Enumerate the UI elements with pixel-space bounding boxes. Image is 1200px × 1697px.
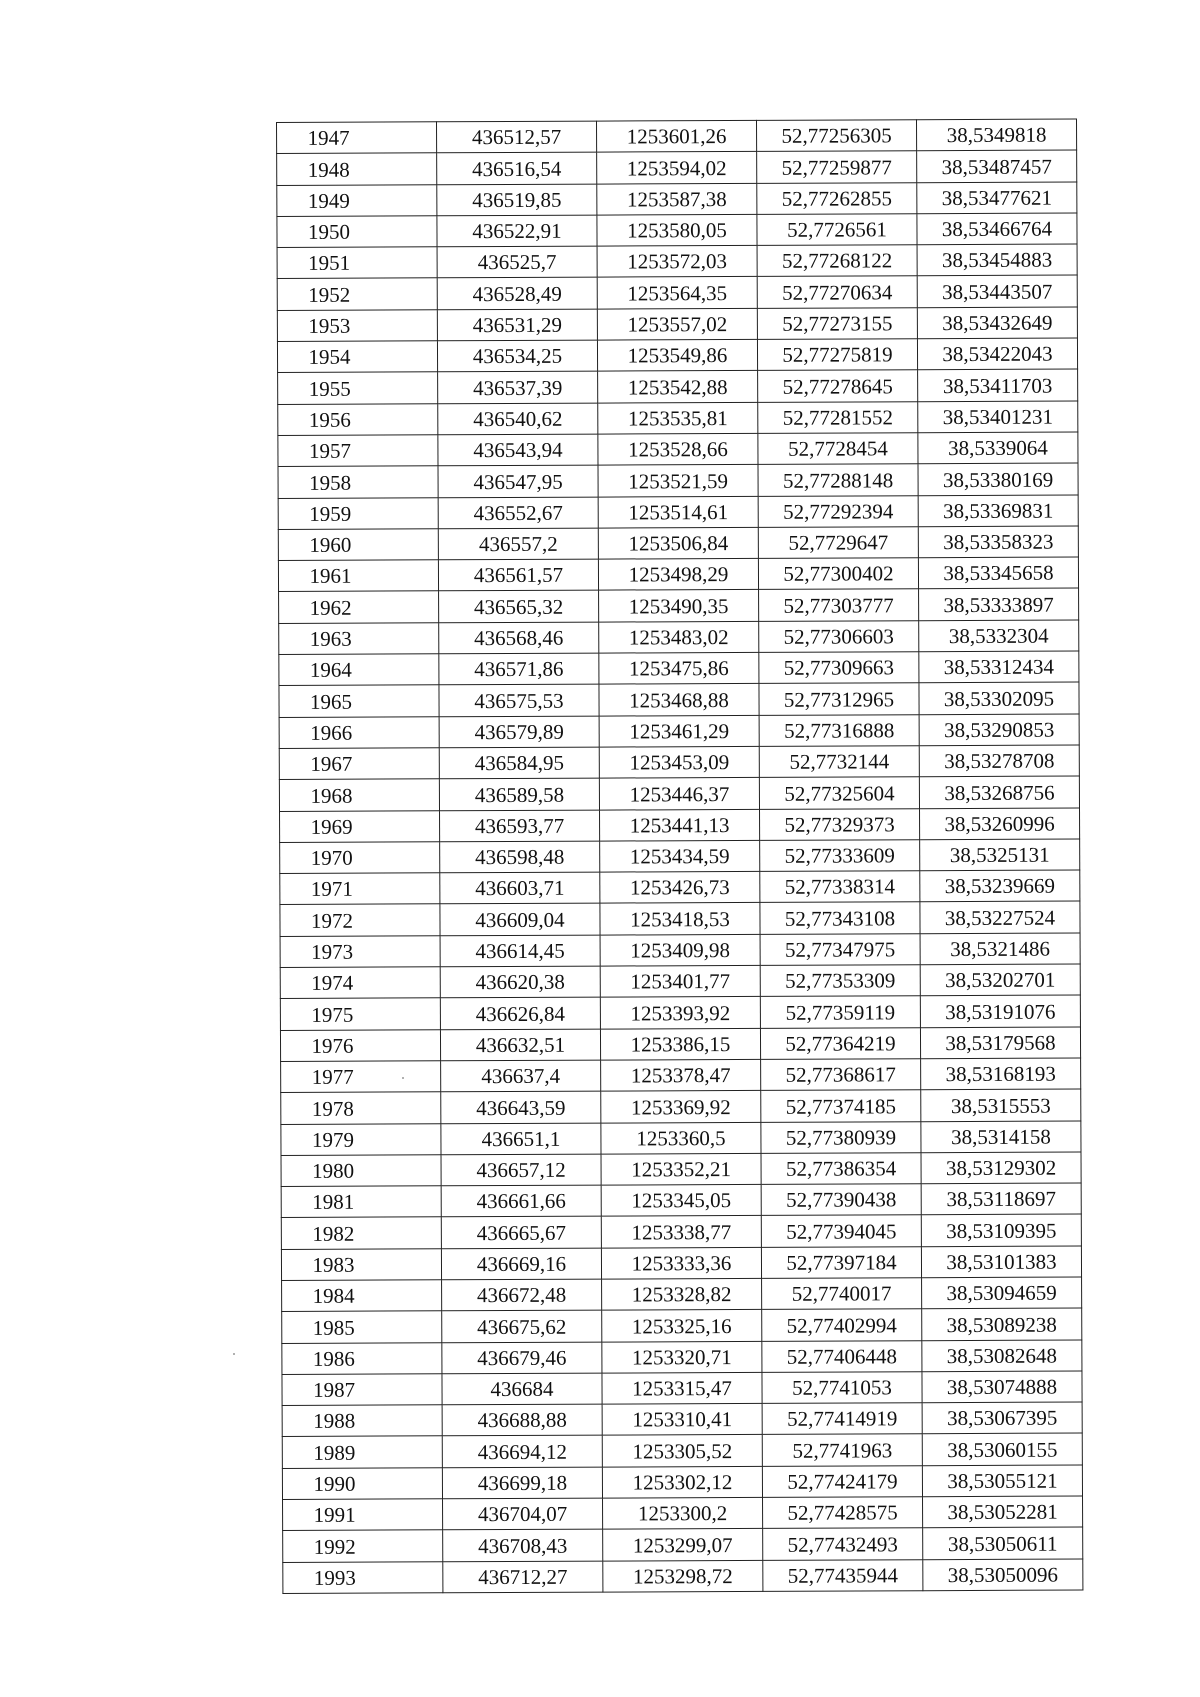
- longitude-cell: 38,53168193: [921, 1058, 1081, 1090]
- latitude-cell: 52,77406448: [762, 1340, 922, 1372]
- point-number-cell: 1969: [280, 810, 440, 842]
- table-row: [281, 1214, 1081, 1249]
- latitude-cell: 52,7741963: [762, 1434, 922, 1466]
- x-coordinate-cell: 436516,54: [437, 152, 597, 184]
- latitude-cell: 52,77256305: [756, 120, 916, 152]
- table-row: [277, 182, 1077, 217]
- table-row: [277, 275, 1077, 310]
- x-coordinate-cell: 436540,62: [438, 403, 598, 435]
- table-row: [280, 995, 1080, 1030]
- longitude-cell: 38,53443507: [917, 275, 1077, 307]
- y-coordinate-cell: 1253328,82: [602, 1278, 762, 1310]
- table-row: [282, 1371, 1082, 1406]
- y-coordinate-cell: 1253601,26: [596, 120, 756, 152]
- y-coordinate-cell: 1253594,02: [597, 152, 757, 184]
- point-number-cell: 1948: [277, 153, 437, 185]
- point-number-cell: 1983: [281, 1248, 441, 1280]
- latitude-cell: 52,77268122: [757, 245, 917, 277]
- point-number-cell: 1954: [277, 341, 437, 373]
- x-coordinate-cell: 436665,67: [441, 1216, 601, 1248]
- point-number-cell: 1957: [278, 435, 438, 467]
- point-number-cell: 1979: [281, 1123, 441, 1155]
- x-coordinate-cell: 436643,59: [441, 1091, 601, 1123]
- point-number-cell: 1950: [277, 216, 437, 248]
- point-number-cell: 1993: [283, 1561, 443, 1593]
- point-number-cell: 1952: [277, 278, 437, 310]
- table-row: [278, 463, 1078, 498]
- y-coordinate-cell: 1253475,86: [599, 652, 759, 684]
- latitude-cell: 52,77309663: [759, 652, 919, 684]
- y-coordinate-cell: 1253434,59: [600, 840, 760, 872]
- y-coordinate-cell: 1253453,09: [599, 746, 759, 778]
- longitude-cell: 38,53060155: [922, 1433, 1082, 1465]
- table-row: [279, 714, 1079, 749]
- longitude-cell: 38,53290853: [919, 714, 1079, 746]
- y-coordinate-cell: 1253386,15: [600, 1028, 760, 1060]
- longitude-cell: 38,53050096: [923, 1559, 1083, 1591]
- table-row: [280, 901, 1080, 936]
- x-coordinate-cell: 436528,49: [437, 278, 597, 310]
- table-row: [283, 1559, 1083, 1594]
- table-row: [281, 1058, 1081, 1093]
- longitude-cell: 38,53074888: [922, 1371, 1082, 1403]
- table-row: [278, 401, 1078, 436]
- longitude-cell: 38,53227524: [920, 901, 1080, 933]
- latitude-cell: 52,7741053: [762, 1372, 922, 1404]
- scan-speck: [402, 1077, 404, 1079]
- y-coordinate-cell: 1253564,35: [597, 277, 757, 309]
- y-coordinate-cell: 1253315,47: [602, 1372, 762, 1404]
- point-number-cell: 1980: [281, 1155, 441, 1187]
- longitude-cell: 38,53129302: [921, 1152, 1081, 1184]
- x-coordinate-cell: 436704,07: [443, 1498, 603, 1530]
- y-coordinate-cell: 1253490,35: [599, 590, 759, 622]
- point-number-cell: 1953: [277, 310, 437, 342]
- latitude-cell: 52,77428575: [763, 1497, 923, 1529]
- latitude-cell: 52,77402994: [762, 1309, 922, 1341]
- y-coordinate-cell: 1253514,61: [598, 496, 758, 528]
- y-coordinate-cell: 1253549,86: [597, 339, 757, 371]
- x-coordinate-cell: 436679,46: [442, 1342, 602, 1374]
- x-coordinate-cell: 436531,29: [437, 309, 597, 341]
- point-number-cell: 1958: [278, 466, 438, 498]
- longitude-cell: 38,53052281: [923, 1496, 1083, 1528]
- longitude-cell: 38,53369831: [918, 495, 1078, 527]
- x-coordinate-cell: 436552,67: [438, 497, 598, 529]
- table-row: [279, 588, 1079, 623]
- y-coordinate-cell: 1253535,81: [598, 402, 758, 434]
- longitude-cell: 38,53380169: [918, 463, 1078, 495]
- latitude-cell: 52,77397184: [761, 1246, 921, 1278]
- point-number-cell: 1982: [281, 1217, 441, 1249]
- x-coordinate-cell: 436571,86: [439, 653, 599, 685]
- longitude-cell: 38,53302095: [919, 682, 1079, 714]
- x-coordinate-cell: 436593,77: [440, 810, 600, 842]
- y-coordinate-cell: 1253521,59: [598, 465, 758, 497]
- x-coordinate-cell: 436708,43: [443, 1529, 603, 1561]
- longitude-cell: 38,53432649: [917, 307, 1077, 339]
- longitude-cell: 38,53466764: [917, 213, 1077, 245]
- table-row: [277, 213, 1077, 248]
- point-number-cell: 1974: [280, 967, 440, 999]
- table-row: [277, 244, 1077, 279]
- latitude-cell: 52,77368617: [761, 1059, 921, 1091]
- x-coordinate-cell: 436589,58: [439, 778, 599, 810]
- x-coordinate-cell: 436525,7: [437, 246, 597, 278]
- x-coordinate-cell: 436620,38: [440, 966, 600, 998]
- table-row: [281, 1152, 1081, 1187]
- table-row: [280, 1027, 1080, 1062]
- x-coordinate-cell: 436537,39: [438, 371, 598, 403]
- table-row: [279, 745, 1079, 780]
- y-coordinate-cell: 1253426,73: [600, 872, 760, 904]
- latitude-cell: 52,77325604: [759, 777, 919, 809]
- x-coordinate-cell: 436561,57: [438, 559, 598, 591]
- x-coordinate-cell: 436609,04: [440, 904, 600, 936]
- x-coordinate-cell: 436512,57: [437, 121, 597, 153]
- latitude-cell: 52,77262855: [757, 182, 917, 214]
- point-number-cell: 1960: [278, 529, 438, 561]
- latitude-cell: 52,7732144: [759, 746, 919, 778]
- latitude-cell: 52,77273155: [757, 307, 917, 339]
- latitude-cell: 52,77278645: [758, 370, 918, 402]
- point-number-cell: 1976: [280, 1029, 440, 1061]
- table-row: [281, 1120, 1081, 1155]
- table-row: [281, 1089, 1081, 1124]
- table-row: [280, 808, 1080, 843]
- latitude-cell: 52,77338314: [760, 871, 920, 903]
- x-coordinate-cell: 436534,25: [437, 340, 597, 372]
- point-number-cell: 1963: [279, 623, 439, 655]
- y-coordinate-cell: 1253333,36: [601, 1247, 761, 1279]
- latitude-cell: 52,7729647: [758, 527, 918, 559]
- latitude-cell: 52,77374185: [761, 1090, 921, 1122]
- latitude-cell: 52,77329373: [760, 808, 920, 840]
- longitude-cell: 38,53358323: [918, 526, 1078, 558]
- x-coordinate-cell: 436543,94: [438, 434, 598, 466]
- table-row: [280, 933, 1080, 968]
- table-row: [277, 150, 1077, 185]
- longitude-cell: 38,53094659: [922, 1277, 1082, 1309]
- longitude-cell: 38,53082648: [922, 1340, 1082, 1372]
- y-coordinate-cell: 1253461,29: [599, 715, 759, 747]
- x-coordinate-cell: 436557,2: [438, 528, 598, 560]
- table-row: [278, 495, 1078, 530]
- x-coordinate-cell: 436579,89: [439, 716, 599, 748]
- table-row: [277, 307, 1077, 342]
- latitude-cell: 52,77312965: [759, 683, 919, 715]
- longitude-cell: 38,53260996: [920, 808, 1080, 840]
- longitude-cell: 38,53050611: [923, 1527, 1083, 1559]
- latitude-cell: 52,77435944: [763, 1559, 923, 1591]
- x-coordinate-cell: 436672,48: [442, 1279, 602, 1311]
- y-coordinate-cell: 1253468,88: [599, 684, 759, 716]
- latitude-cell: 52,77303777: [759, 589, 919, 621]
- table-row: [281, 1183, 1081, 1218]
- latitude-cell: 52,77347975: [760, 933, 920, 965]
- longitude-cell: 38,53278708: [919, 745, 1079, 777]
- latitude-cell: 52,77306603: [759, 620, 919, 652]
- latitude-cell: 52,77364219: [760, 1027, 920, 1059]
- longitude-cell: 38,5315553: [921, 1089, 1081, 1121]
- point-number-cell: 1955: [278, 372, 438, 404]
- table-row: [278, 526, 1078, 561]
- table-row: [280, 839, 1080, 874]
- latitude-cell: 52,77270634: [757, 276, 917, 308]
- x-coordinate-cell: 436651,1: [441, 1123, 601, 1155]
- latitude-cell: 52,77424179: [762, 1465, 922, 1497]
- point-number-cell: 1989: [282, 1436, 442, 1468]
- x-coordinate-cell: 436637,4: [441, 1060, 601, 1092]
- y-coordinate-cell: 1253557,02: [597, 308, 757, 340]
- latitude-cell: 52,77333609: [760, 840, 920, 872]
- table-row: [283, 1527, 1083, 1562]
- scan-speck: [233, 1353, 235, 1355]
- y-coordinate-cell: 1253302,12: [602, 1466, 762, 1498]
- point-number-cell: 1988: [282, 1405, 442, 1437]
- x-coordinate-cell: 436712,27: [443, 1561, 603, 1593]
- latitude-cell: 52,77390438: [761, 1184, 921, 1216]
- point-number-cell: 1984: [282, 1280, 442, 1312]
- point-number-cell: 1947: [277, 122, 437, 154]
- y-coordinate-cell: 1253352,21: [601, 1153, 761, 1185]
- point-number-cell: 1985: [282, 1311, 442, 1343]
- point-number-cell: 1970: [280, 842, 440, 874]
- point-number-cell: 1949: [277, 184, 437, 216]
- longitude-cell: 38,5339064: [918, 432, 1078, 464]
- point-number-cell: 1990: [282, 1468, 442, 1500]
- point-number-cell: 1967: [279, 748, 439, 780]
- y-coordinate-cell: 1253572,03: [597, 246, 757, 278]
- table-row: [278, 557, 1078, 592]
- x-coordinate-cell: 436657,12: [441, 1154, 601, 1186]
- x-coordinate-cell: 436661,66: [441, 1185, 601, 1217]
- longitude-cell: 38,53454883: [917, 244, 1077, 276]
- latitude-cell: 52,77394045: [761, 1215, 921, 1247]
- latitude-cell: 52,77343108: [760, 902, 920, 934]
- x-coordinate-cell: 436688,88: [442, 1404, 602, 1436]
- point-number-cell: 1965: [279, 685, 439, 717]
- table-row: [278, 432, 1078, 467]
- point-number-cell: 1951: [277, 247, 437, 279]
- point-number-cell: 1978: [281, 1092, 441, 1124]
- latitude-cell: 52,77414919: [762, 1403, 922, 1435]
- table-row: [280, 964, 1080, 999]
- y-coordinate-cell: 1253338,77: [601, 1216, 761, 1248]
- table-row: [277, 338, 1077, 373]
- latitude-cell: 52,77386354: [761, 1152, 921, 1184]
- point-number-cell: 1975: [280, 998, 440, 1030]
- x-coordinate-cell: 436565,32: [439, 591, 599, 623]
- y-coordinate-cell: 1253542,88: [598, 371, 758, 403]
- latitude-cell: 52,77380939: [761, 1121, 921, 1153]
- latitude-cell: 52,77275819: [757, 339, 917, 371]
- point-number-cell: 1962: [279, 591, 439, 623]
- latitude-cell: 52,77281552: [758, 401, 918, 433]
- x-coordinate-cell: 436568,46: [439, 622, 599, 654]
- longitude-cell: 38,53089238: [922, 1308, 1082, 1340]
- longitude-cell: 38,53268756: [919, 776, 1079, 808]
- x-coordinate-cell: 436694,12: [442, 1436, 602, 1468]
- x-coordinate-cell: 436603,71: [440, 872, 600, 904]
- y-coordinate-cell: 1253409,98: [600, 934, 760, 966]
- point-number-cell: 1973: [280, 936, 440, 968]
- longitude-cell: 38,53487457: [917, 150, 1077, 182]
- latitude-cell: 52,77359119: [760, 996, 920, 1028]
- longitude-cell: 38,53191076: [920, 995, 1080, 1027]
- table-row: [277, 119, 1077, 154]
- x-coordinate-cell: 436699,18: [442, 1467, 602, 1499]
- latitude-cell: 52,77316888: [759, 714, 919, 746]
- y-coordinate-cell: 1253378,47: [601, 1059, 761, 1091]
- y-coordinate-cell: 1253418,53: [600, 903, 760, 935]
- y-coordinate-cell: 1253345,05: [601, 1184, 761, 1216]
- longitude-cell: 38,53345658: [918, 557, 1078, 589]
- table-row: [282, 1308, 1082, 1343]
- latitude-cell: 52,7726561: [757, 214, 917, 246]
- longitude-cell: 38,5332304: [919, 620, 1079, 652]
- x-coordinate-cell: 436675,62: [442, 1310, 602, 1342]
- y-coordinate-cell: 1253325,16: [602, 1310, 762, 1342]
- longitude-cell: 38,53312434: [919, 651, 1079, 683]
- y-coordinate-cell: 1253298,72: [603, 1560, 763, 1592]
- longitude-cell: 38,5349818: [916, 119, 1076, 151]
- y-coordinate-cell: 1253528,66: [598, 433, 758, 465]
- longitude-cell: 38,53118697: [921, 1183, 1081, 1215]
- y-coordinate-cell: 1253506,84: [598, 527, 758, 559]
- table-row: [279, 776, 1079, 811]
- y-coordinate-cell: 1253305,52: [602, 1435, 762, 1467]
- longitude-cell: 38,5314158: [921, 1120, 1081, 1152]
- table-row: [282, 1465, 1082, 1500]
- table-row: [282, 1277, 1082, 1312]
- y-coordinate-cell: 1253320,71: [602, 1341, 762, 1373]
- coordinates-table: [276, 119, 1083, 1594]
- latitude-cell: 52,77288148: [758, 464, 918, 496]
- longitude-cell: 38,53239669: [920, 870, 1080, 902]
- point-number-cell: 1987: [282, 1374, 442, 1406]
- longitude-cell: 38,53109395: [921, 1214, 1081, 1246]
- point-number-cell: 1971: [280, 873, 440, 905]
- table-row: [279, 651, 1079, 686]
- latitude-cell: 52,7728454: [758, 433, 918, 465]
- latitude-cell: 52,77300402: [758, 558, 918, 590]
- table-row: [281, 1246, 1081, 1281]
- y-coordinate-cell: 1253310,41: [602, 1404, 762, 1436]
- y-coordinate-cell: 1253369,92: [601, 1091, 761, 1123]
- table-row: [282, 1340, 1082, 1375]
- table-row: [278, 369, 1078, 404]
- point-number-cell: 1964: [279, 654, 439, 686]
- point-number-cell: 1992: [283, 1530, 443, 1562]
- point-number-cell: 1991: [283, 1499, 443, 1531]
- longitude-cell: 38,53055121: [922, 1465, 1082, 1497]
- point-number-cell: 1968: [279, 779, 439, 811]
- y-coordinate-cell: 1253441,13: [600, 809, 760, 841]
- point-number-cell: 1956: [278, 403, 438, 435]
- point-number-cell: 1981: [281, 1186, 441, 1218]
- x-coordinate-cell: 436547,95: [438, 465, 598, 497]
- longitude-cell: 38,53101383: [921, 1246, 1081, 1278]
- x-coordinate-cell: 436626,84: [440, 997, 600, 1029]
- x-coordinate-cell: 436632,51: [440, 1029, 600, 1061]
- longitude-cell: 38,53477621: [917, 182, 1077, 214]
- table-row: [280, 870, 1080, 905]
- x-coordinate-cell: 436614,45: [440, 935, 600, 967]
- latitude-cell: 52,7740017: [762, 1278, 922, 1310]
- y-coordinate-cell: 1253401,77: [600, 965, 760, 997]
- table-row: [282, 1433, 1082, 1468]
- table-row: [279, 682, 1079, 717]
- longitude-cell: 38,53202701: [920, 964, 1080, 996]
- table-row: [283, 1496, 1083, 1531]
- x-coordinate-cell: 436684: [442, 1373, 602, 1405]
- longitude-cell: 38,53401231: [918, 401, 1078, 433]
- longitude-cell: 38,5325131: [920, 839, 1080, 871]
- y-coordinate-cell: 1253580,05: [597, 214, 757, 246]
- point-number-cell: 1986: [282, 1342, 442, 1374]
- longitude-cell: 38,53179568: [920, 1027, 1080, 1059]
- point-number-cell: 1961: [278, 560, 438, 592]
- longitude-cell: 38,53422043: [917, 338, 1077, 370]
- x-coordinate-cell: 436584,95: [439, 747, 599, 779]
- y-coordinate-cell: 1253360,5: [601, 1122, 761, 1154]
- y-coordinate-cell: 1253300,2: [603, 1497, 763, 1529]
- table-row: [279, 620, 1079, 655]
- coordinates-table-body: [277, 119, 1083, 1593]
- y-coordinate-cell: 1253587,38: [597, 183, 757, 215]
- table-row: [282, 1402, 1082, 1437]
- longitude-cell: 38,53333897: [919, 588, 1079, 620]
- y-coordinate-cell: 1253498,29: [598, 559, 758, 591]
- y-coordinate-cell: 1253299,07: [603, 1529, 763, 1561]
- latitude-cell: 52,77292394: [758, 495, 918, 527]
- point-number-cell: 1972: [280, 904, 440, 936]
- latitude-cell: 52,77353309: [760, 965, 920, 997]
- x-coordinate-cell: 436598,48: [440, 841, 600, 873]
- x-coordinate-cell: 436519,85: [437, 184, 597, 216]
- y-coordinate-cell: 1253446,37: [599, 778, 759, 810]
- latitude-cell: 52,77259877: [757, 151, 917, 183]
- longitude-cell: 38,53411703: [918, 369, 1078, 401]
- x-coordinate-cell: 436522,91: [437, 215, 597, 247]
- point-number-cell: 1959: [278, 497, 438, 529]
- longitude-cell: 38,5321486: [920, 933, 1080, 965]
- latitude-cell: 52,77432493: [763, 1528, 923, 1560]
- longitude-cell: 38,53067395: [922, 1402, 1082, 1434]
- point-number-cell: 1966: [279, 716, 439, 748]
- x-coordinate-cell: 436575,53: [439, 684, 599, 716]
- y-coordinate-cell: 1253483,02: [599, 621, 759, 653]
- point-number-cell: 1977: [281, 1061, 441, 1093]
- x-coordinate-cell: 436669,16: [441, 1248, 601, 1280]
- y-coordinate-cell: 1253393,92: [600, 997, 760, 1029]
